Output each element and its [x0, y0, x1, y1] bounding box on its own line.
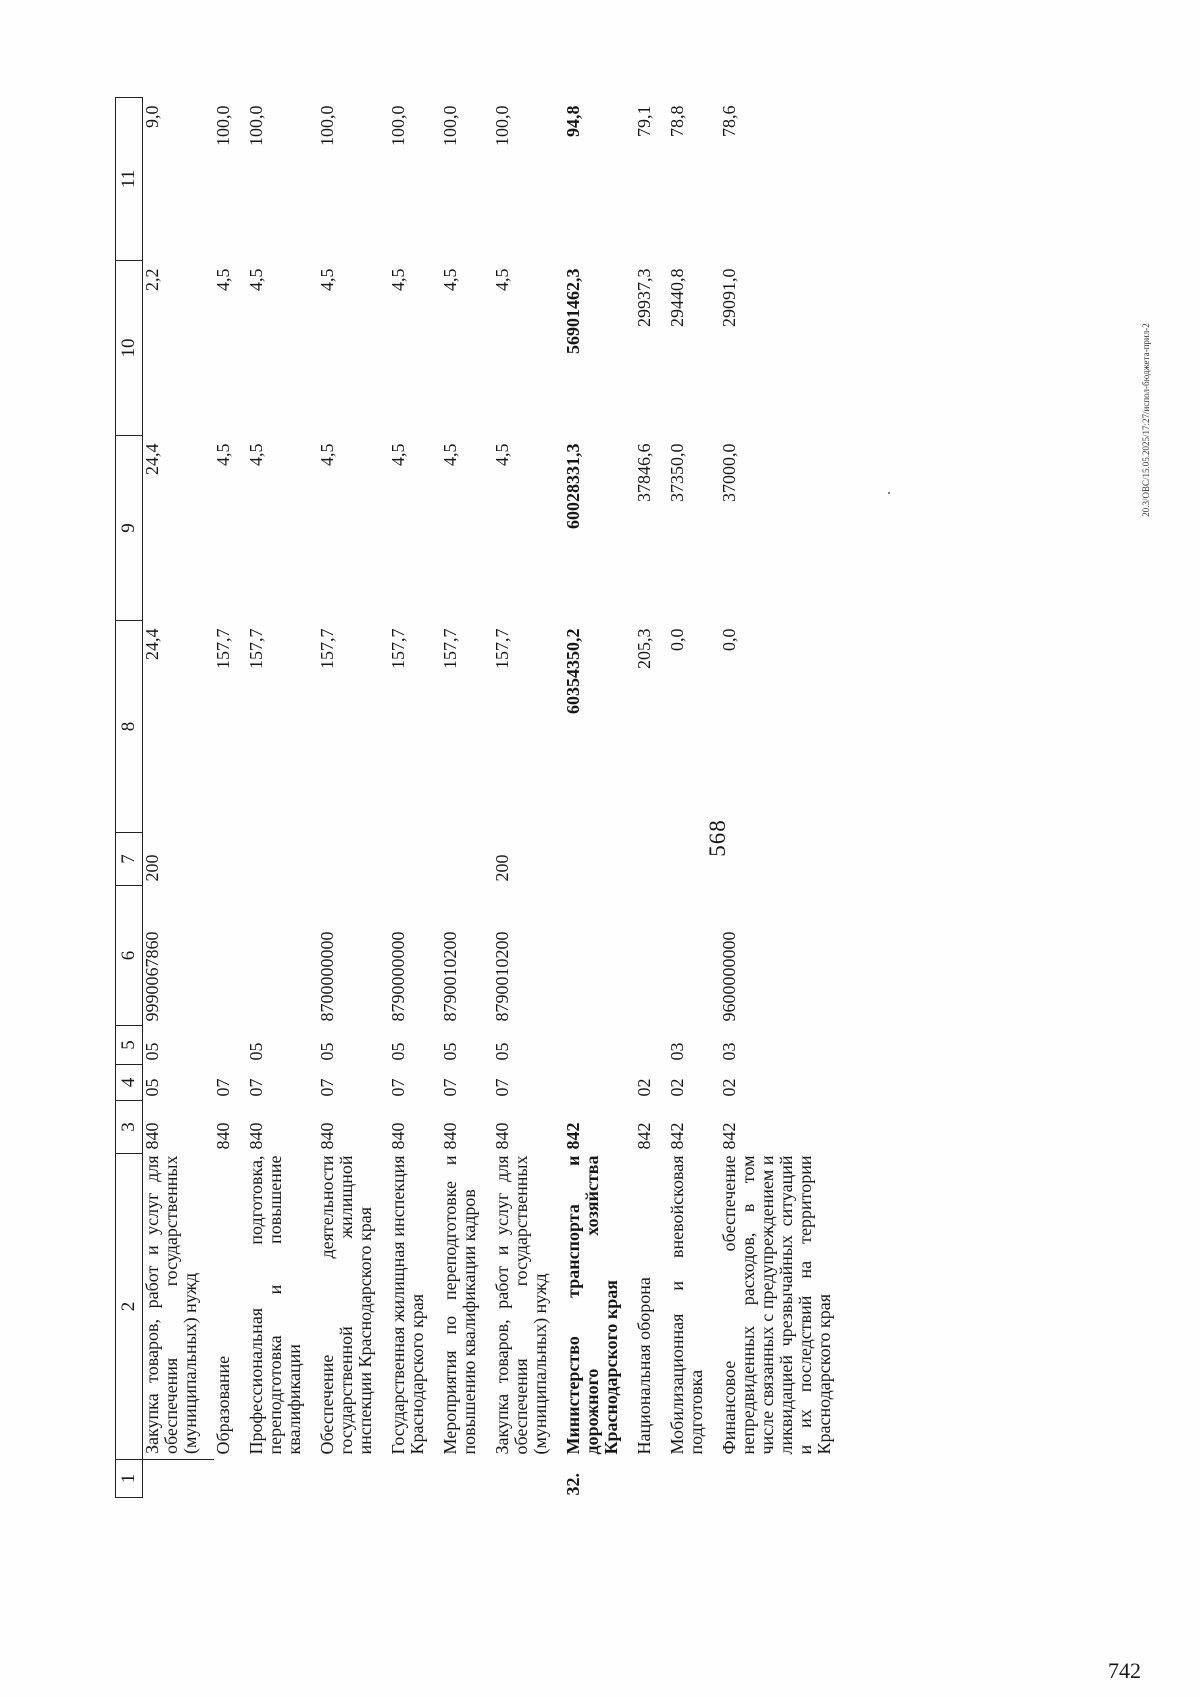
target-article-code: 8790010200: [440, 931, 460, 1022]
value-col-10: 56901462,3: [563, 268, 583, 354]
section-code: 02: [719, 1078, 739, 1097]
column-header-7: 7: [116, 833, 143, 886]
row-number: 32.: [563, 1473, 583, 1496]
table-row: [441, 98, 493, 1498]
column-header-3: 3: [116, 1101, 143, 1154]
subsection-code: [214, 1026, 247, 1065]
table-body: [143, 98, 849, 1498]
value-col-9: 4,5: [213, 443, 233, 466]
value-col-11: 9,0: [142, 105, 162, 128]
target-article-code: 9990067860: [142, 931, 162, 1022]
subsection-code: 05: [440, 1042, 460, 1061]
value-col-8: 157,7: [388, 628, 408, 669]
column-number-row: [116, 98, 143, 1498]
value-col-11: 100,0: [440, 105, 460, 146]
section-code: 07: [440, 1078, 460, 1097]
budget-table-container: [115, 98, 1115, 1498]
column-header-11: 11: [116, 98, 143, 261]
section-code: [564, 1065, 635, 1101]
value-col-10: 4,5: [492, 268, 512, 291]
document-code: 20.3/ОВС/15.05.2025/17:27/испол-бюджета-прил-2: [1141, 323, 1151, 517]
column-header-4: 4: [116, 1065, 143, 1101]
ministry-code: 842: [563, 1122, 583, 1150]
value-col-11: 94,8: [563, 105, 583, 137]
target-article-code: 9600000000: [719, 931, 739, 1022]
value-col-11: 100,0: [246, 105, 266, 146]
ministry-code: 840: [492, 1122, 512, 1150]
table-row: [143, 98, 215, 1498]
subsection-code: 03: [667, 1042, 687, 1061]
expense-type-code: [668, 833, 720, 886]
row-name: Министерство транспорта и дорожного хозяйства Краснодарского края: [563, 1155, 621, 1455]
section-code: 02: [667, 1078, 687, 1097]
value-col-10: 29091,0: [719, 268, 739, 327]
target-article-code: 8790010200: [492, 931, 512, 1022]
value-col-9: 4,5: [246, 443, 266, 466]
table-row: [493, 98, 564, 1498]
row-number: [389, 1460, 441, 1498]
ministry-code: 842: [667, 1122, 687, 1150]
target-article-code: [214, 886, 247, 1026]
section-code: 02: [634, 1078, 654, 1097]
value-col-10: 4,5: [440, 268, 460, 291]
row-name: Мобилизационная и вневойсковая подготовка: [667, 1155, 706, 1455]
value-col-8: 60354350,2: [563, 628, 583, 714]
expense-type-code: [214, 833, 247, 886]
table-row: [214, 98, 247, 1498]
ministry-code: 842: [634, 1122, 654, 1150]
section-code: 07: [388, 1078, 408, 1097]
section-code: 07: [317, 1078, 337, 1097]
table-row: [564, 98, 635, 1498]
value-col-9: 4,5: [440, 443, 460, 466]
value-col-11: 100,0: [492, 105, 512, 146]
expense-type-code: [389, 833, 441, 886]
target-article-code: [635, 886, 668, 1026]
expense-type-code: 200: [142, 854, 162, 882]
value-col-10: 4,5: [246, 268, 266, 291]
expense-type-code: [564, 833, 635, 886]
target-article-code: [564, 886, 635, 1026]
value-col-9: 4,5: [492, 443, 512, 466]
value-col-10: 4,5: [213, 268, 233, 291]
ministry-code: 840: [317, 1122, 337, 1150]
expense-type-code: [318, 833, 389, 886]
subsection-code: [635, 1026, 668, 1065]
row-number: [214, 1460, 247, 1498]
budget-table: [115, 97, 848, 1498]
subsection-code: 05: [388, 1042, 408, 1061]
target-article-code: [247, 886, 318, 1026]
ministry-code: 840: [213, 1122, 233, 1150]
column-header-9: 9: [116, 436, 143, 621]
ministry-code: 840: [246, 1122, 266, 1150]
row-number: [318, 1460, 389, 1498]
expense-type-code: [247, 833, 318, 886]
section-code: 05: [142, 1078, 162, 1097]
subsection-code: 05: [246, 1042, 266, 1061]
value-col-11: 78,8: [667, 105, 687, 137]
target-article-code: [668, 886, 720, 1026]
value-col-10: 4,5: [317, 268, 337, 291]
value-col-10: 4,5: [388, 268, 408, 291]
row-name: Мероприятия по переподготовке и повышению квалификации кадров: [440, 1155, 479, 1455]
subsection-code: [564, 1026, 635, 1065]
row-name: Закупка товаров, работ и услуг для обеспечения государственных (муниципальных) нужд: [492, 1155, 550, 1455]
table-row: [635, 98, 668, 1498]
column-header-8: 8: [116, 621, 143, 833]
value-col-8: 157,7: [317, 628, 337, 669]
row-name: Закупка товаров, работ и услуг для обеспечения государственных (муниципальных) нужд: [143, 1154, 215, 1460]
value-col-9: 24,4: [142, 443, 162, 475]
subsection-code: 05: [492, 1042, 512, 1061]
value-col-11: 78,6: [719, 105, 739, 137]
table-row: [668, 98, 720, 1498]
table-row: [389, 98, 441, 1498]
value-col-8: 157,7: [213, 628, 233, 669]
column-header-5: 5: [116, 1026, 143, 1065]
value-col-10: 29937,3: [634, 268, 654, 327]
value-col-11: 100,0: [388, 105, 408, 146]
ministry-code: 840: [142, 1122, 162, 1150]
expense-type-code: [441, 833, 493, 886]
value-col-9: 37350,0: [667, 443, 687, 502]
row-name: Государственная жилищная инспекция Краснодарского края: [388, 1155, 427, 1455]
sheet-number: 742: [1108, 1658, 1141, 1683]
row-number: [635, 1460, 668, 1498]
value-col-8: 24,4: [142, 628, 162, 660]
row-number: [143, 1460, 215, 1498]
value-col-8: 205,3: [634, 628, 654, 669]
row-name: Образование: [213, 1355, 233, 1455]
section-code: 07: [213, 1078, 233, 1097]
row-number: [720, 1460, 848, 1498]
row-name: Профессиональная подготовка, переподготовка и повышение квалификации: [246, 1155, 304, 1455]
target-article-code: 8790000000: [388, 931, 408, 1022]
value-col-9: 4,5: [317, 443, 337, 466]
subsection-code: 05: [317, 1042, 337, 1061]
row-number: [668, 1460, 720, 1498]
column-header-6: 6: [116, 886, 143, 1026]
value-col-8: 0,0: [719, 628, 739, 651]
value-col-10: 2,2: [142, 268, 162, 291]
row-name: Национальная оборона: [634, 1277, 654, 1455]
row-name: Обеспечение деятельности государственной жилищной инспекции Краснодарского края: [317, 1155, 375, 1455]
ministry-code: 842: [719, 1122, 739, 1150]
value-col-11: 100,0: [317, 105, 337, 146]
ministry-code: 840: [388, 1122, 408, 1150]
value-col-9: 4,5: [388, 443, 408, 466]
table-row: [247, 98, 318, 1498]
ministry-code: 840: [440, 1122, 460, 1150]
expense-type-code: [635, 833, 668, 886]
table-row: [720, 98, 848, 1498]
value-col-11: 79,1: [634, 105, 654, 137]
value-col-8: 157,7: [246, 628, 266, 669]
table-row: [318, 98, 389, 1498]
expense-type-code: 200: [492, 854, 512, 882]
value-col-8: 0,0: [667, 628, 687, 651]
row-number: [247, 1460, 318, 1498]
column-header-2: 2: [116, 1154, 143, 1460]
column-header-1: 1: [116, 1460, 143, 1498]
value-col-8: 157,7: [492, 628, 512, 669]
subsection-code: 03: [719, 1042, 739, 1061]
value-col-9: 37846,6: [634, 443, 654, 502]
page-number: 568: [705, 819, 730, 857]
expense-type-code: [720, 833, 848, 886]
section-code: 07: [492, 1078, 512, 1097]
value-col-8: 157,7: [440, 628, 460, 669]
value-col-11: 100,0: [213, 105, 233, 146]
target-article-code: 8700000000: [317, 931, 337, 1022]
row-name: Финансовое обеспечение непредвиденных расходов, в том числе связанных с предупреждением и ликвидацией чрезвычайных ситуаций и их последствий на территории Краснодарского края: [719, 1155, 834, 1455]
section-code: 07: [246, 1078, 266, 1097]
column-header-10: 10: [116, 261, 143, 436]
value-col-10: 29440,8: [667, 268, 687, 327]
subsection-code: 05: [142, 1042, 162, 1061]
value-col-9: 60028331,3: [563, 443, 583, 529]
row-number: [493, 1460, 564, 1498]
row-number: [441, 1460, 493, 1498]
value-col-9: 37000,0: [719, 443, 739, 502]
